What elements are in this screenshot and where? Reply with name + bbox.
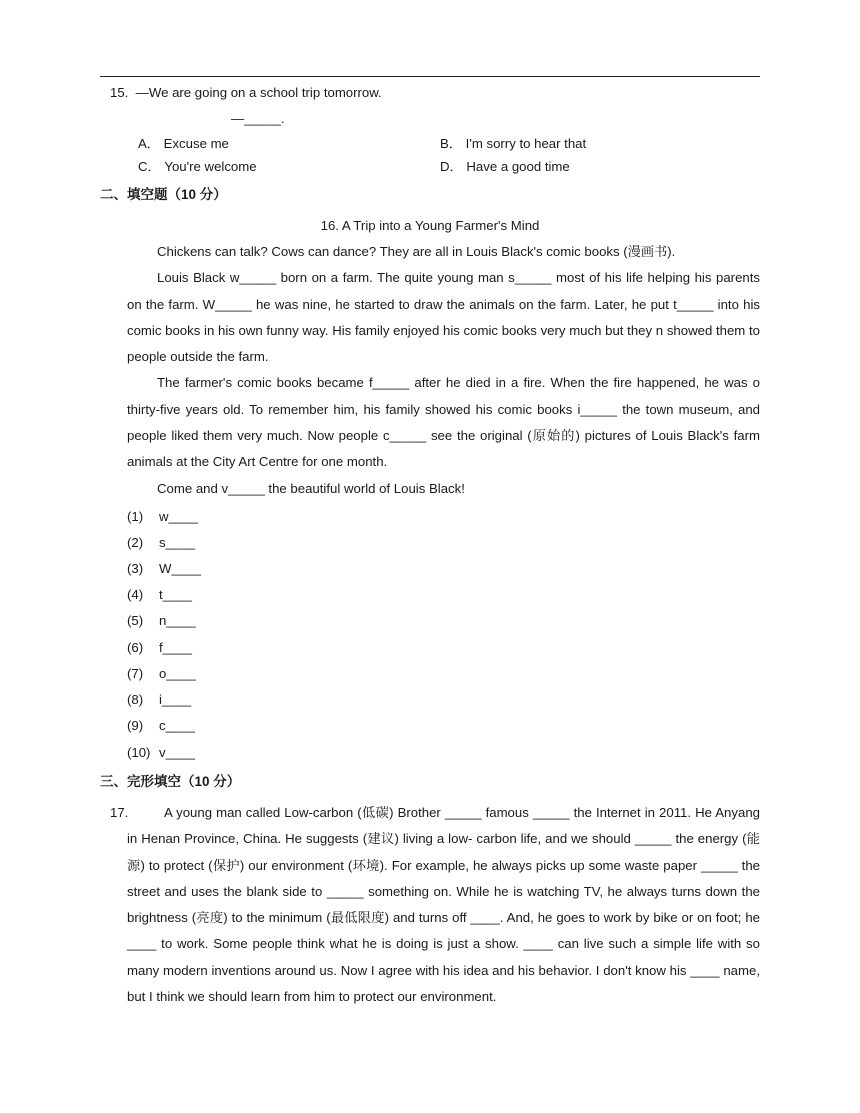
answer-item[interactable] (127, 508, 198, 526)
answer-item[interactable] (127, 534, 195, 552)
answer-blank: W____ (159, 561, 201, 576)
answer-blank: v____ (159, 745, 195, 760)
option-letter: D． (440, 159, 463, 174)
answer-blank: c____ (159, 718, 195, 733)
passage-paragraph: Chickens can talk? Cows can dance? They are all in Louis Black's comic books (漫画书). (157, 244, 676, 259)
top-rule (100, 76, 760, 77)
section-3-heading: 三、完形填空（10 分） (100, 774, 241, 789)
option-d[interactable] (440, 158, 570, 176)
answer-item[interactable] (127, 612, 196, 630)
answer-item[interactable] (127, 744, 195, 762)
option-text: You're welcome (164, 159, 257, 174)
question-15 (110, 84, 382, 102)
answer-number: (1) (127, 509, 144, 524)
passage-title: 16. A Trip into a Young Farmer's Mind (320, 218, 540, 233)
option-a[interactable] (138, 135, 229, 153)
passage-paragraph: Louis Black w_____ born on a farm. The quite young man s_____ most of his life helping his parents on the farm. W_____ he was nine, he started to draw the animals on the farm. Later, he put t_____ into his comic books in his own funny way. His family enjoyed his comic books very much but they n showed them to people outside the farm. (127, 270, 760, 365)
option-c[interactable] (138, 158, 257, 176)
option-text: Have a good time (466, 159, 570, 174)
answer-item[interactable] (127, 691, 191, 709)
question-prompt: —We are going on a school trip tomorrow. (135, 85, 382, 100)
answer-item[interactable] (127, 639, 192, 657)
passage-paragraph: The farmer's comic books became f_____ after he died in a fire. When the fire happened, he was o thirty-five years old. To remember him, his family showed his comic books i_____ the town museum, and people liked them very much. Now people c_____ see the original (原始的) pictures of Louis Black's farm animals at the City Art Centre for one month. (127, 375, 760, 470)
answer-number: (5) (127, 613, 144, 628)
passage-paragraph: A young man called Low-carbon (低碳) Brother _____ famous _____ the Internet in 2011. He Anyang in Henan Province, China. He suggests (建议) living a low- carbon life, and we should _____ the energy (能源) to protect (保护) our environment (环境). For example, he always picks up some waste paper _____ the street and uses the blank side to _____ something on. While he is watching TV, he always turns down the brightness (亮度) to the minimum (最低限度) and turns off ____. And, he goes to work by bike or on foot; he ____ to work. Some people think what he is doing is just a show. ____ can live such a simple life with so many modern inventions around us. Now I agree with his idea and his behavior. I don't know his ____ name, but I think we should learn from him to protect our environment. (127, 805, 760, 1005)
answer-number: (2) (127, 535, 144, 550)
answer-number: (4) (127, 587, 144, 602)
answer-blank: o____ (159, 666, 196, 681)
answer-item[interactable] (127, 717, 195, 735)
answer-blank: t____ (159, 587, 193, 602)
answer-blank: i____ (159, 692, 192, 707)
question-17-number: 17. (110, 805, 129, 820)
answer-item[interactable] (127, 586, 192, 604)
answer-number: (10) (127, 745, 151, 760)
section-2-heading: 二、填空题（10 分） (100, 187, 227, 202)
answer-item[interactable] (127, 665, 196, 683)
option-letter: C． (138, 159, 161, 174)
answer-blank: f____ (159, 640, 193, 655)
passage-paragraph: Come and v_____ the beautiful world of Louis Black! (157, 480, 465, 496)
answer-item[interactable] (127, 560, 201, 578)
answer-number: (7) (127, 666, 144, 681)
option-b[interactable] (440, 135, 586, 153)
answer-number: (3) (127, 561, 144, 576)
answer-number: (9) (127, 718, 144, 733)
passage-17 (127, 800, 760, 1010)
answer-number: (6) (127, 640, 144, 655)
answer-blank: w____ (159, 509, 198, 524)
option-text: Excuse me (163, 136, 229, 151)
question-number: 15. (110, 85, 129, 100)
passage-16 (127, 239, 760, 502)
option-letter: A． (138, 136, 160, 151)
answer-blank: n____ (159, 613, 196, 628)
option-text: I'm sorry to hear that (465, 136, 587, 151)
option-letter: B． (440, 136, 462, 151)
answer-number: (8) (127, 692, 144, 707)
question-response: —_____. (231, 111, 285, 126)
answer-blank: s____ (159, 535, 195, 550)
